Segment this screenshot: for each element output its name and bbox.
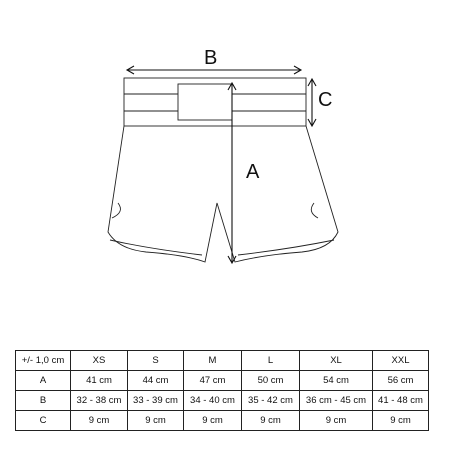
- row-label-b: B: [16, 391, 71, 411]
- header-size-xs: XS: [71, 351, 128, 371]
- table-cell: 50 cm: [242, 371, 300, 391]
- table-cell: 9 cm: [184, 411, 242, 431]
- table-row: [16, 391, 429, 411]
- dimension-a-label: A: [246, 161, 260, 183]
- waist-patch: [178, 84, 232, 120]
- size-table: [15, 350, 429, 431]
- left-slit: [112, 203, 120, 218]
- table-cell: 9 cm: [128, 411, 184, 431]
- table-cell: 56 cm: [373, 371, 429, 391]
- table-cell: 32 - 38 cm: [71, 391, 128, 411]
- header-size-xl: XL: [300, 351, 373, 371]
- header-size-xxl: XXL: [373, 351, 429, 371]
- shorts-outline: [108, 78, 338, 262]
- size-table-header-row: [16, 351, 429, 371]
- header-tolerance: +/- 1,0 cm: [16, 351, 71, 371]
- header-size-s: S: [128, 351, 184, 371]
- table-cell: 41 - 48 cm: [373, 391, 429, 411]
- table-cell: 9 cm: [300, 411, 373, 431]
- shorts-body: [108, 126, 338, 262]
- dimension-b-label: B: [204, 47, 218, 69]
- table-cell: 54 cm: [300, 371, 373, 391]
- row-label-c: C: [16, 411, 71, 431]
- right-slit: [311, 203, 318, 218]
- table-cell: 33 - 39 cm: [128, 391, 184, 411]
- table-row: [16, 411, 429, 431]
- header-size-m: M: [184, 351, 242, 371]
- table-row: [16, 371, 429, 391]
- table-cell: 41 cm: [71, 371, 128, 391]
- table-cell: 9 cm: [373, 411, 429, 431]
- table-cell: 34 - 40 cm: [184, 391, 242, 411]
- right-hem: [238, 240, 334, 255]
- table-cell: 36 cm - 45 cm: [300, 391, 373, 411]
- table-cell: 9 cm: [242, 411, 300, 431]
- table-cell: 9 cm: [71, 411, 128, 431]
- row-label-a: A: [16, 371, 71, 391]
- table-cell: 35 - 42 cm: [242, 391, 300, 411]
- dimension-c-label: C: [318, 89, 333, 111]
- table-cell: 47 cm: [184, 371, 242, 391]
- header-size-l: L: [242, 351, 300, 371]
- table-cell: 44 cm: [128, 371, 184, 391]
